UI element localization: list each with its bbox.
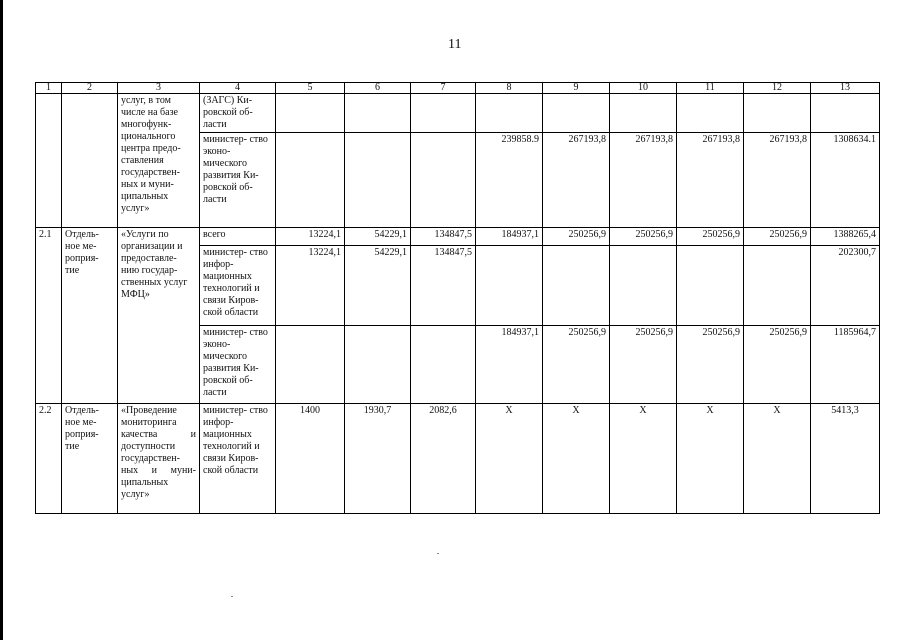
budget-table xyxy=(35,82,880,514)
col-header: 5 xyxy=(276,83,345,94)
col-header: 11 xyxy=(677,83,744,94)
cell-type: Отдель- ное ме- роприя- тие xyxy=(62,404,118,514)
cell-value: 250256,9 xyxy=(677,228,744,246)
cell-value xyxy=(610,246,677,326)
cell-value: 1400 xyxy=(276,404,345,514)
cell-value: 267193,8 xyxy=(677,133,744,228)
cell-type xyxy=(62,94,118,228)
cell-value: 54229,1 xyxy=(345,228,411,246)
cell-value: 134847,5 xyxy=(411,228,476,246)
cell-event-name: услуг, в том числе на базе многофунк- ционального центра предо- ставления государствен- ных и муни- ципальных услуг» xyxy=(118,94,200,228)
cell-value xyxy=(276,133,345,228)
col-header: 2 xyxy=(62,83,118,94)
cell-value: Х xyxy=(610,404,677,514)
col-header: 4 xyxy=(200,83,276,94)
cell-value: 184937,1 xyxy=(476,326,543,404)
page-left-edge xyxy=(0,0,3,640)
cell-value: 1388265,4 xyxy=(811,228,880,246)
cell-value: 239858.9 xyxy=(476,133,543,228)
cell-event-name: «Проведение мониторинга качества и доступности государствен- ных и муни- ципальных услуг» xyxy=(118,404,200,514)
cell-value xyxy=(677,246,744,326)
cell-value xyxy=(476,246,543,326)
scan-speck xyxy=(231,596,233,597)
table-row xyxy=(36,404,880,514)
cell-index: 2.2 xyxy=(36,404,62,514)
cell-value: 54229,1 xyxy=(345,246,411,326)
cell-value: 250256,9 xyxy=(543,326,610,404)
cell-value xyxy=(345,133,411,228)
table-row xyxy=(36,228,880,246)
cell-value xyxy=(345,326,411,404)
cell-value: 2082,6 xyxy=(411,404,476,514)
col-header: 9 xyxy=(543,83,610,94)
cell-executor: министер- ство эконо- мического развития Ки- ровской об- ласти xyxy=(200,133,276,228)
column-number-row xyxy=(36,83,880,94)
cell-value: Х xyxy=(744,404,811,514)
cell-value: 250256,9 xyxy=(677,326,744,404)
cell-value: 1930,7 xyxy=(345,404,411,514)
cell-value xyxy=(411,326,476,404)
cell-value: 250256,9 xyxy=(543,228,610,246)
cell-value: 267193,8 xyxy=(610,133,677,228)
cell-event-name: «Услуги по организации и предоставле- нию государ- ственных услуг МФЦ» xyxy=(118,228,200,404)
cell-value: 1185964,7 xyxy=(811,326,880,404)
col-header: 12 xyxy=(744,83,811,94)
cell-value: 250256,9 xyxy=(744,228,811,246)
cell-value xyxy=(411,133,476,228)
cell-index: 2.1 xyxy=(36,228,62,404)
col-header: 6 xyxy=(345,83,411,94)
cell-value xyxy=(276,94,345,133)
col-header: 13 xyxy=(811,83,880,94)
cell-value: 250256,9 xyxy=(744,326,811,404)
cell-value xyxy=(811,94,880,133)
scan-speck xyxy=(437,553,439,554)
cell-value xyxy=(276,326,345,404)
cell-index xyxy=(36,94,62,228)
cell-executor: всего xyxy=(200,228,276,246)
cell-value xyxy=(411,94,476,133)
col-header: 8 xyxy=(476,83,543,94)
cell-value: 13224,1 xyxy=(276,246,345,326)
cell-value xyxy=(543,246,610,326)
col-header: 10 xyxy=(610,83,677,94)
page-number: 11 xyxy=(448,37,462,52)
cell-value: 250256,9 xyxy=(610,326,677,404)
cell-value xyxy=(610,94,677,133)
cell-executor: (ЗАГС) Ки- ровской об- ласти xyxy=(200,94,276,133)
cell-value: 134847,5 xyxy=(411,246,476,326)
cell-value: Х xyxy=(543,404,610,514)
cell-value: 267193,8 xyxy=(744,133,811,228)
cell-value xyxy=(744,246,811,326)
cell-type: Отдель- ное ме- роприя- тие xyxy=(62,228,118,404)
cell-value: 267193,8 xyxy=(543,133,610,228)
cell-executor: министер- ство инфор- мационных технологий и связи Киров- ской области xyxy=(200,404,276,514)
cell-value: 250256,9 xyxy=(610,228,677,246)
cell-value xyxy=(476,94,543,133)
col-header: 3 xyxy=(118,83,200,94)
cell-executor: министер- ство инфор- мационных технологий и связи Киров- ской области xyxy=(200,246,276,326)
cell-value: Х xyxy=(677,404,744,514)
cell-value: 1308634.1 xyxy=(811,133,880,228)
cell-value xyxy=(543,94,610,133)
cell-executor: министер- ство эконо- мического развития Ки- ровской об- ласти xyxy=(200,326,276,404)
cell-value: 5413,3 xyxy=(811,404,880,514)
cell-value xyxy=(744,94,811,133)
cell-value: 13224,1 xyxy=(276,228,345,246)
cell-value xyxy=(345,94,411,133)
cell-value: 184937,1 xyxy=(476,228,543,246)
cell-value: Х xyxy=(476,404,543,514)
col-header: 1 xyxy=(36,83,62,94)
cell-value xyxy=(677,94,744,133)
table-row xyxy=(36,94,880,133)
col-header: 7 xyxy=(411,83,476,94)
cell-value: 202300,7 xyxy=(811,246,880,326)
